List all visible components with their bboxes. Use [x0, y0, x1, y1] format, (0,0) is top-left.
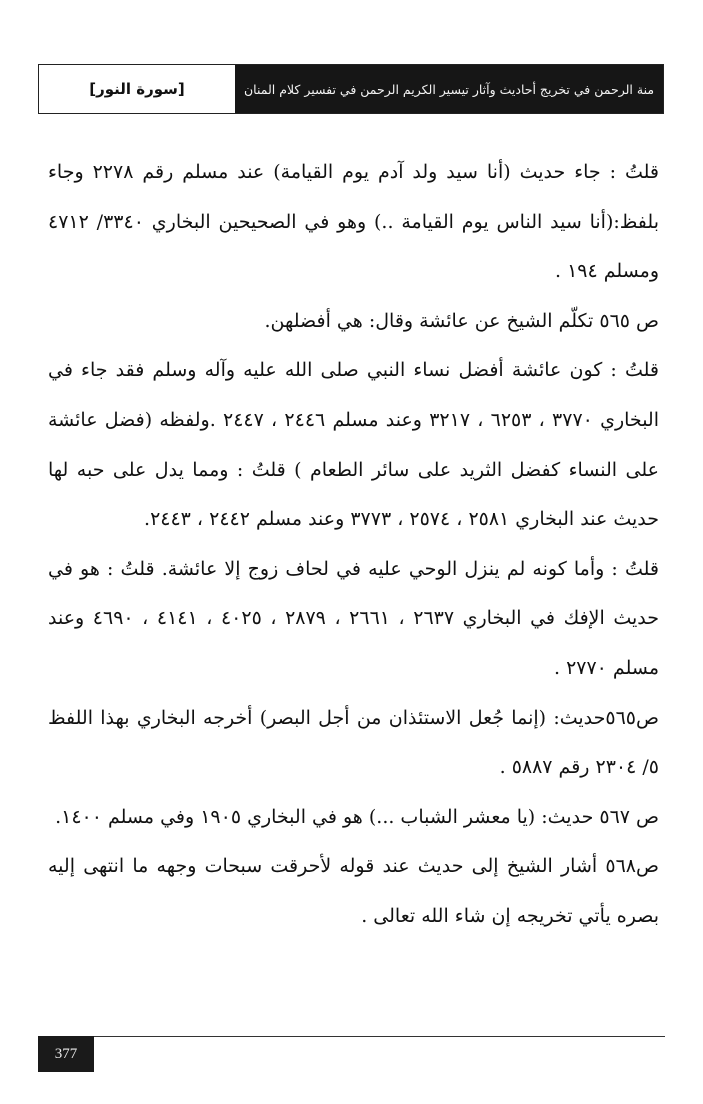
page-number: 377 [38, 1036, 94, 1072]
running-header [38, 64, 664, 114]
surah-label: [سورة النور] [89, 80, 185, 98]
footer-rule [38, 1036, 665, 1037]
paragraph: ص٥٦٥حديث: (إنما جُعل الاستئذان من أجل البصر) أخرجه البخاري بهذا اللفظ ٥/ ٢٣٠٤ رقم ٥٨٨٧ . [48, 706, 659, 779]
body-text [48, 148, 659, 942]
paragraph: قلتُ : جاء حديث (أنا سيد ولد آدم يوم القيامة) عند مسلم رقم ٢٢٧٨ وجاء بلفظ:(أنا سيد الناس يوم القيامة ..) وهو في الصحيحين البخاري ٣٣٤٠/ ٤٧١٢ ومسلم ١٩٤ . [48, 161, 659, 283]
paragraph: ص ٥٦٥ تكلّم الشيخ عن عائشة وقال: هي أفضلهن. [264, 309, 659, 332]
paragraph: ص٥٦٨ أشار الشيخ إلى حديث عند قوله لأحرقت سبحات وجهه ما انتهى إليه بصره يأتي تخريجه إن شاء الله تعالى . [48, 855, 659, 927]
paragraph: قلتُ : كون عائشة أفضل نساء النبي صلى الله عليه وآله وسلم فقد جاء في البخاري ٣٧٧٠ ، ٦٢٥٣ ، ٣٢١٧ وعند مسلم ٢٤٤٦ ، ٢٤٤٧ .ولفظه (فضل عائشة على النساء كفضل الثريد على سائر الطعام ) قلتُ : ومما يدل على حبه لها حديث عند البخاري ٢٥٨١ ، ٢٥٧٤ ، ٣٧٧٣ وعند مسلم ٢٤٤٢ ، ٢٤٤٣. [48, 359, 660, 531]
paragraph: قلتُ : وأما كونه لم ينزل الوحي عليه في لحاف زوج إلا عائشة. قلتُ : هو في حديث الإفك في البخاري ٢٦٣٧ ، ٢٦٦١ ، ٢٨٧٩ ، ٤٠٢٥ ، ٤١٤١ ، ٤٦٩٠ وعند مسلم ٢٧٧٠ . [48, 557, 660, 679]
book-title: منة الرحمن في تخريج أحاديث وآثار تيسير الكريم الرحمن في تفسير كلام المنان [235, 65, 663, 113]
paragraph: ص ٥٦٧ حديث: (يا معشر الشباب ...) هو في البخاري ١٩٠٥ وفي مسلم ١٤٠٠. [55, 805, 659, 828]
